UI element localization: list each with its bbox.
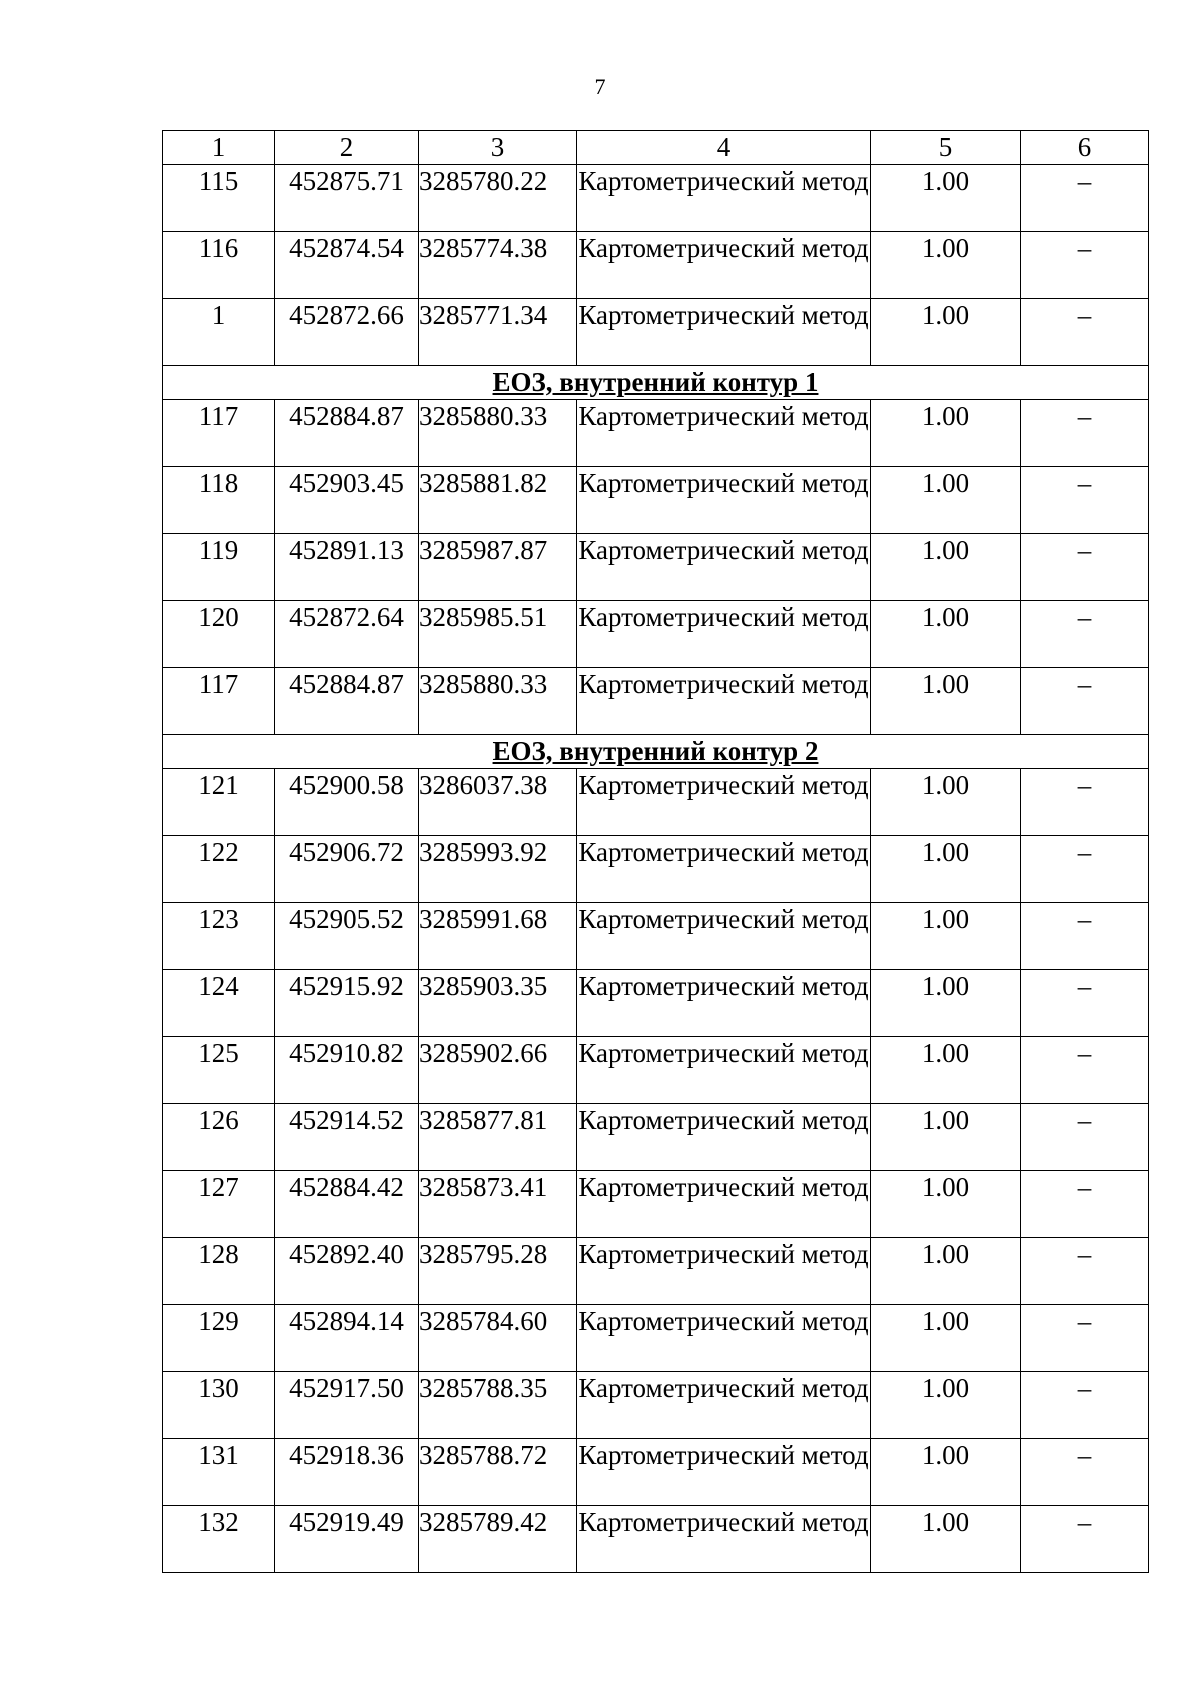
x-coordinate-cell: 452910.82 — [275, 1037, 419, 1104]
x-coordinate-cell: 452903.45 — [275, 467, 419, 534]
column-6-cell: – — [1021, 1037, 1149, 1104]
table-row — [163, 1171, 1149, 1238]
header-row — [163, 131, 1149, 165]
x-coordinate-cell: 452905.52 — [275, 903, 419, 970]
x-coordinate-cell: 452919.49 — [275, 1506, 419, 1573]
method-cell: Картометрический метод — [577, 165, 871, 232]
method-cell: Картометрический метод — [577, 400, 871, 467]
method-cell: Картометрический метод — [577, 1372, 871, 1439]
table-row — [163, 299, 1149, 366]
section-title: ЕОЗ, внутренний контур 1 — [163, 366, 1149, 400]
x-coordinate-cell: 452872.64 — [275, 601, 419, 668]
table-row — [163, 467, 1149, 534]
precision-cell: 1.00 — [871, 1238, 1021, 1305]
table-row — [163, 903, 1149, 970]
column-6-cell: – — [1021, 601, 1149, 668]
method-cell: Картометрический метод — [577, 836, 871, 903]
method-cell: Картометрический метод — [577, 970, 871, 1037]
y-coordinate-cell: 3285991.68 — [419, 903, 577, 970]
y-coordinate-cell: 3285771.34 — [419, 299, 577, 366]
method-cell: Картометрический метод — [577, 1104, 871, 1171]
point-number-cell: 121 — [163, 769, 275, 836]
precision-cell: 1.00 — [871, 903, 1021, 970]
column-6-cell: – — [1021, 1506, 1149, 1573]
point-number-cell: 130 — [163, 1372, 275, 1439]
precision-cell: 1.00 — [871, 1372, 1021, 1439]
y-coordinate-cell: 3285780.22 — [419, 165, 577, 232]
x-coordinate-cell: 452914.52 — [275, 1104, 419, 1171]
method-cell: Картометрический метод — [577, 601, 871, 668]
point-number-cell: 124 — [163, 970, 275, 1037]
x-coordinate-cell: 452875.71 — [275, 165, 419, 232]
table-row — [163, 1439, 1149, 1506]
header-col-3: 3 — [419, 131, 577, 165]
y-coordinate-cell: 3285987.87 — [419, 534, 577, 601]
y-coordinate-cell: 3285873.41 — [419, 1171, 577, 1238]
precision-cell: 1.00 — [871, 165, 1021, 232]
point-number-cell: 126 — [163, 1104, 275, 1171]
table-row — [163, 165, 1149, 232]
y-coordinate-cell: 3285877.81 — [419, 1104, 577, 1171]
point-number-cell: 1 — [163, 299, 275, 366]
point-number-cell: 119 — [163, 534, 275, 601]
point-number-cell: 123 — [163, 903, 275, 970]
x-coordinate-cell: 452900.58 — [275, 769, 419, 836]
precision-cell: 1.00 — [871, 1506, 1021, 1573]
column-6-cell: – — [1021, 232, 1149, 299]
x-coordinate-cell: 452884.87 — [275, 400, 419, 467]
x-coordinate-cell: 452872.66 — [275, 299, 419, 366]
y-coordinate-cell: 3285774.38 — [419, 232, 577, 299]
column-6-cell: – — [1021, 1305, 1149, 1372]
column-6-cell: – — [1021, 903, 1149, 970]
table-row — [163, 1238, 1149, 1305]
table-row — [163, 601, 1149, 668]
table-row — [163, 232, 1149, 299]
method-cell: Картометрический метод — [577, 1305, 871, 1372]
table-row — [163, 400, 1149, 467]
precision-cell: 1.00 — [871, 601, 1021, 668]
y-coordinate-cell: 3285993.92 — [419, 836, 577, 903]
column-6-cell: – — [1021, 1372, 1149, 1439]
column-6-cell: – — [1021, 1439, 1149, 1506]
header-col-5: 5 — [871, 131, 1021, 165]
table-row — [163, 970, 1149, 1037]
column-6-cell: – — [1021, 534, 1149, 601]
point-number-cell: 132 — [163, 1506, 275, 1573]
table-row — [163, 836, 1149, 903]
x-coordinate-cell: 452884.87 — [275, 668, 419, 735]
y-coordinate-cell: 3286037.38 — [419, 769, 577, 836]
y-coordinate-cell: 3285880.33 — [419, 400, 577, 467]
y-coordinate-cell: 3285784.60 — [419, 1305, 577, 1372]
point-number-cell: 118 — [163, 467, 275, 534]
table-row — [163, 534, 1149, 601]
precision-cell: 1.00 — [871, 668, 1021, 735]
point-number-cell: 115 — [163, 165, 275, 232]
column-6-cell: – — [1021, 299, 1149, 366]
y-coordinate-cell: 3285795.28 — [419, 1238, 577, 1305]
page-number: 7 — [594, 74, 606, 99]
header-col-1: 1 — [163, 131, 275, 165]
coordinates-table — [162, 130, 1149, 1573]
table-row — [163, 1037, 1149, 1104]
column-6-cell: – — [1021, 400, 1149, 467]
column-6-cell: – — [1021, 668, 1149, 735]
precision-cell: 1.00 — [871, 970, 1021, 1037]
point-number-cell: 122 — [163, 836, 275, 903]
point-number-cell: 129 — [163, 1305, 275, 1372]
precision-cell: 1.00 — [871, 1104, 1021, 1171]
point-number-cell: 120 — [163, 601, 275, 668]
column-6-cell: – — [1021, 165, 1149, 232]
column-6-cell: – — [1021, 1238, 1149, 1305]
method-cell: Картометрический метод — [577, 1439, 871, 1506]
point-number-cell: 117 — [163, 668, 275, 735]
point-number-cell: 128 — [163, 1238, 275, 1305]
x-coordinate-cell: 452918.36 — [275, 1439, 419, 1506]
method-cell: Картометрический метод — [577, 668, 871, 735]
table-row — [163, 668, 1149, 735]
header-col-6: 6 — [1021, 131, 1149, 165]
precision-cell: 1.00 — [871, 232, 1021, 299]
column-6-cell: – — [1021, 836, 1149, 903]
precision-cell: 1.00 — [871, 1439, 1021, 1506]
point-number-cell: 127 — [163, 1171, 275, 1238]
x-coordinate-cell: 452917.50 — [275, 1372, 419, 1439]
table-row — [163, 769, 1149, 836]
method-cell: Картометрический метод — [577, 467, 871, 534]
precision-cell: 1.00 — [871, 534, 1021, 601]
table-body — [163, 165, 1149, 1573]
precision-cell: 1.00 — [871, 769, 1021, 836]
x-coordinate-cell: 452906.72 — [275, 836, 419, 903]
column-6-cell: – — [1021, 970, 1149, 1037]
method-cell: Картометрический метод — [577, 903, 871, 970]
column-6-cell: – — [1021, 769, 1149, 836]
x-coordinate-cell: 452892.40 — [275, 1238, 419, 1305]
method-cell: Картометрический метод — [577, 534, 871, 601]
y-coordinate-cell: 3285788.35 — [419, 1372, 577, 1439]
section-title: ЕОЗ, внутренний контур 2 — [163, 735, 1149, 769]
point-number-cell: 131 — [163, 1439, 275, 1506]
x-coordinate-cell: 452915.92 — [275, 970, 419, 1037]
method-cell: Картометрический метод — [577, 299, 871, 366]
y-coordinate-cell: 3285902.66 — [419, 1037, 577, 1104]
method-cell: Картометрический метод — [577, 1238, 871, 1305]
method-cell: Картометрический метод — [577, 769, 871, 836]
table-row — [163, 1305, 1149, 1372]
method-cell: Картометрический метод — [577, 1037, 871, 1104]
precision-cell: 1.00 — [871, 1305, 1021, 1372]
method-cell: Картометрический метод — [577, 1506, 871, 1573]
point-number-cell: 117 — [163, 400, 275, 467]
x-coordinate-cell: 452884.42 — [275, 1171, 419, 1238]
precision-cell: 1.00 — [871, 299, 1021, 366]
column-6-cell: – — [1021, 1171, 1149, 1238]
precision-cell: 1.00 — [871, 1171, 1021, 1238]
x-coordinate-cell: 452894.14 — [275, 1305, 419, 1372]
x-coordinate-cell: 452891.13 — [275, 534, 419, 601]
section-row — [163, 735, 1149, 769]
y-coordinate-cell: 3285789.42 — [419, 1506, 577, 1573]
method-cell: Картометрический метод — [577, 232, 871, 299]
point-number-cell: 125 — [163, 1037, 275, 1104]
x-coordinate-cell: 452874.54 — [275, 232, 419, 299]
y-coordinate-cell: 3285880.33 — [419, 668, 577, 735]
section-row — [163, 366, 1149, 400]
precision-cell: 1.00 — [871, 467, 1021, 534]
y-coordinate-cell: 3285788.72 — [419, 1439, 577, 1506]
precision-cell: 1.00 — [871, 1037, 1021, 1104]
precision-cell: 1.00 — [871, 400, 1021, 467]
point-number-cell: 116 — [163, 232, 275, 299]
column-6-cell: – — [1021, 1104, 1149, 1171]
y-coordinate-cell: 3285985.51 — [419, 601, 577, 668]
method-cell: Картометрический метод — [577, 1171, 871, 1238]
header-col-4: 4 — [577, 131, 871, 165]
precision-cell: 1.00 — [871, 836, 1021, 903]
table-row — [163, 1372, 1149, 1439]
table-row — [163, 1506, 1149, 1573]
y-coordinate-cell: 3285903.35 — [419, 970, 577, 1037]
column-6-cell: – — [1021, 467, 1149, 534]
header-col-2: 2 — [275, 131, 419, 165]
table-row — [163, 1104, 1149, 1171]
y-coordinate-cell: 3285881.82 — [419, 467, 577, 534]
